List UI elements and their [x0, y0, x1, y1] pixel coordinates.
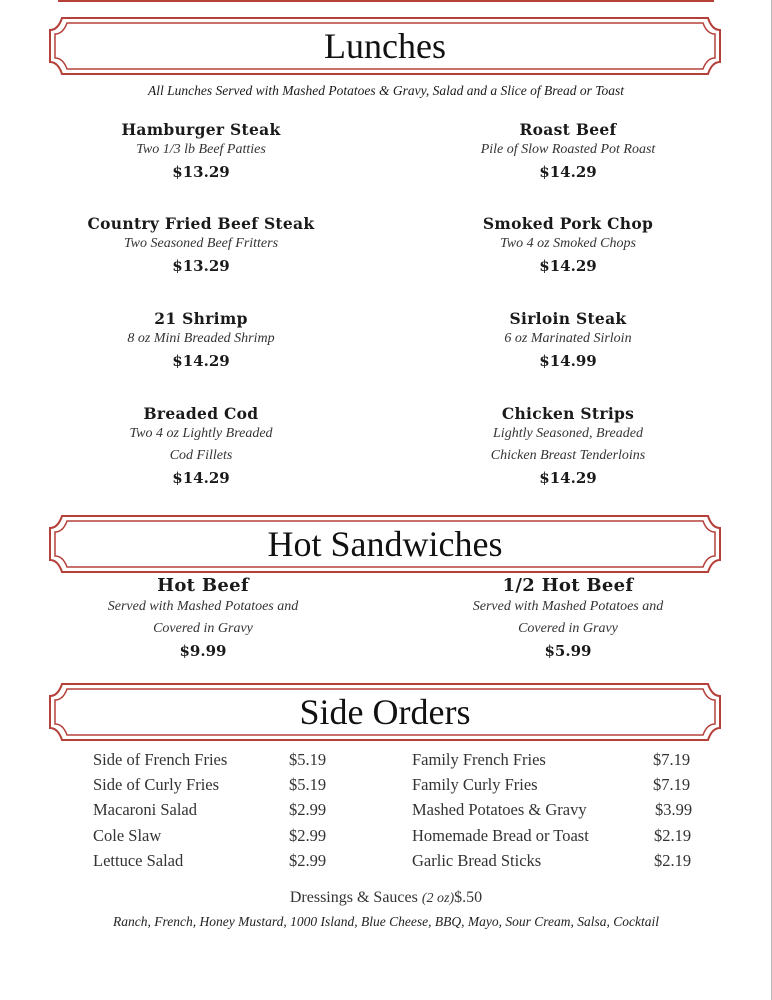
menu-item [423, 575, 713, 660]
side-price: $5.19 [289, 775, 327, 794]
side-price: $7.19 [653, 750, 691, 769]
menu-item [423, 120, 713, 181]
item-price: $14.99 [539, 352, 597, 370]
item-desc: Served with Mashed Potatoes and [472, 599, 664, 614]
side-name: Cole Slaw [93, 826, 162, 845]
item-desc: Pile of Slow Roasted Pot Roast [480, 142, 656, 157]
item-price: $14.29 [539, 469, 597, 487]
item-price: $14.29 [539, 163, 597, 181]
item-price: $14.29 [539, 257, 597, 275]
side-name: Macaroni Salad [93, 800, 198, 819]
side-name: Lettuce Salad [93, 851, 184, 870]
item-desc: Lightly Seasoned, Breaded [493, 426, 643, 441]
item-name: 21 Shrimp [154, 309, 248, 328]
lunches-note: All Lunches Served with Mashed Potatoes & Gravy, Salad and a Slice of Bread or Toast [148, 83, 624, 98]
item-desc-line2: Covered in Gravy [518, 621, 618, 636]
item-name: Hot Beef [157, 575, 249, 596]
side-price: $2.19 [654, 826, 692, 845]
side-name: Mashed Potatoes & Gravy [412, 800, 587, 819]
item-price: $5.99 [544, 642, 592, 660]
side-price: $7.19 [653, 775, 691, 794]
item-name: Breaded Cod [143, 404, 259, 423]
item-name: Sirloin Steak [509, 309, 627, 328]
item-desc: Two 4 oz Lightly Breaded [129, 426, 273, 441]
item-name: Roast Beef [519, 120, 617, 139]
item-desc-line2: Cod Fillets [169, 448, 233, 463]
side-price: $5.19 [289, 750, 327, 769]
menu-item [423, 309, 713, 370]
side-orders-banner [48, 682, 722, 742]
side-name: Side of Curly Fries [93, 775, 220, 794]
item-desc: Two 4 oz Smoked Chops [500, 236, 636, 251]
item-desc-line2: Covered in Gravy [153, 621, 253, 636]
menu-item [56, 404, 346, 487]
menu-item [58, 575, 348, 660]
item-name: Country Fried Beef Steak [87, 214, 315, 233]
side-name: Side of French Fries [93, 750, 228, 769]
item-name: Hamburger Steak [121, 120, 281, 139]
item-desc: Served with Mashed Potatoes and [107, 599, 299, 614]
item-price: $14.29 [172, 352, 230, 370]
side-name: Garlic Bread Sticks [412, 851, 542, 870]
item-name: Smoked Pork Chop [482, 214, 654, 233]
dressings-price: $.50 [454, 889, 483, 906]
side-orders-title: Side Orders [299, 692, 471, 732]
menu-item [423, 404, 713, 487]
side-price: $2.19 [654, 851, 692, 870]
side-name: Family French Fries [412, 750, 546, 769]
side-price: $2.99 [289, 851, 327, 870]
dressings-line [0, 889, 772, 907]
dressings-list: Ranch, French, Honey Mustard, 1000 Island, Blue Cheese, BBQ, Mayo, Sour Cream, Salsa, Cocktail [113, 914, 659, 929]
item-price: $13.29 [172, 257, 230, 275]
item-desc-line2: Chicken Breast Tenderloins [490, 448, 646, 463]
menu-item [423, 214, 713, 275]
lunches-title: Lunches [324, 26, 446, 66]
side-name: Homemade Bread or Toast [412, 826, 589, 845]
menu-item [56, 120, 346, 181]
item-desc: Two Seasoned Beef Fritters [123, 236, 279, 251]
item-price: $13.29 [172, 163, 230, 181]
hot-sandwiches-banner [48, 514, 722, 574]
side-price: $2.99 [289, 826, 327, 845]
menu-item [56, 309, 346, 370]
dressings-label: Dressings & Sauces [289, 889, 418, 906]
menu-item [56, 214, 346, 275]
item-price: $9.99 [179, 642, 227, 660]
side-price: $3.99 [655, 800, 693, 819]
item-price: $14.29 [172, 469, 230, 487]
dressings-size: (2 oz) [421, 891, 455, 906]
side-name: Family Curly Fries [412, 775, 538, 794]
item-name: 1/2 Hot Beef [502, 575, 634, 596]
lunches-banner [48, 16, 722, 76]
side-price: $2.99 [289, 800, 327, 819]
item-desc: 8 oz Mini Breaded Shrimp [127, 331, 275, 346]
hot-sandwiches-title: Hot Sandwiches [267, 524, 503, 564]
top-divider [58, 0, 714, 2]
item-desc: Two 1/3 lb Beef Patties [136, 142, 266, 157]
item-name: Chicken Strips [501, 404, 635, 423]
item-desc: 6 oz Marinated Sirloin [504, 331, 632, 346]
